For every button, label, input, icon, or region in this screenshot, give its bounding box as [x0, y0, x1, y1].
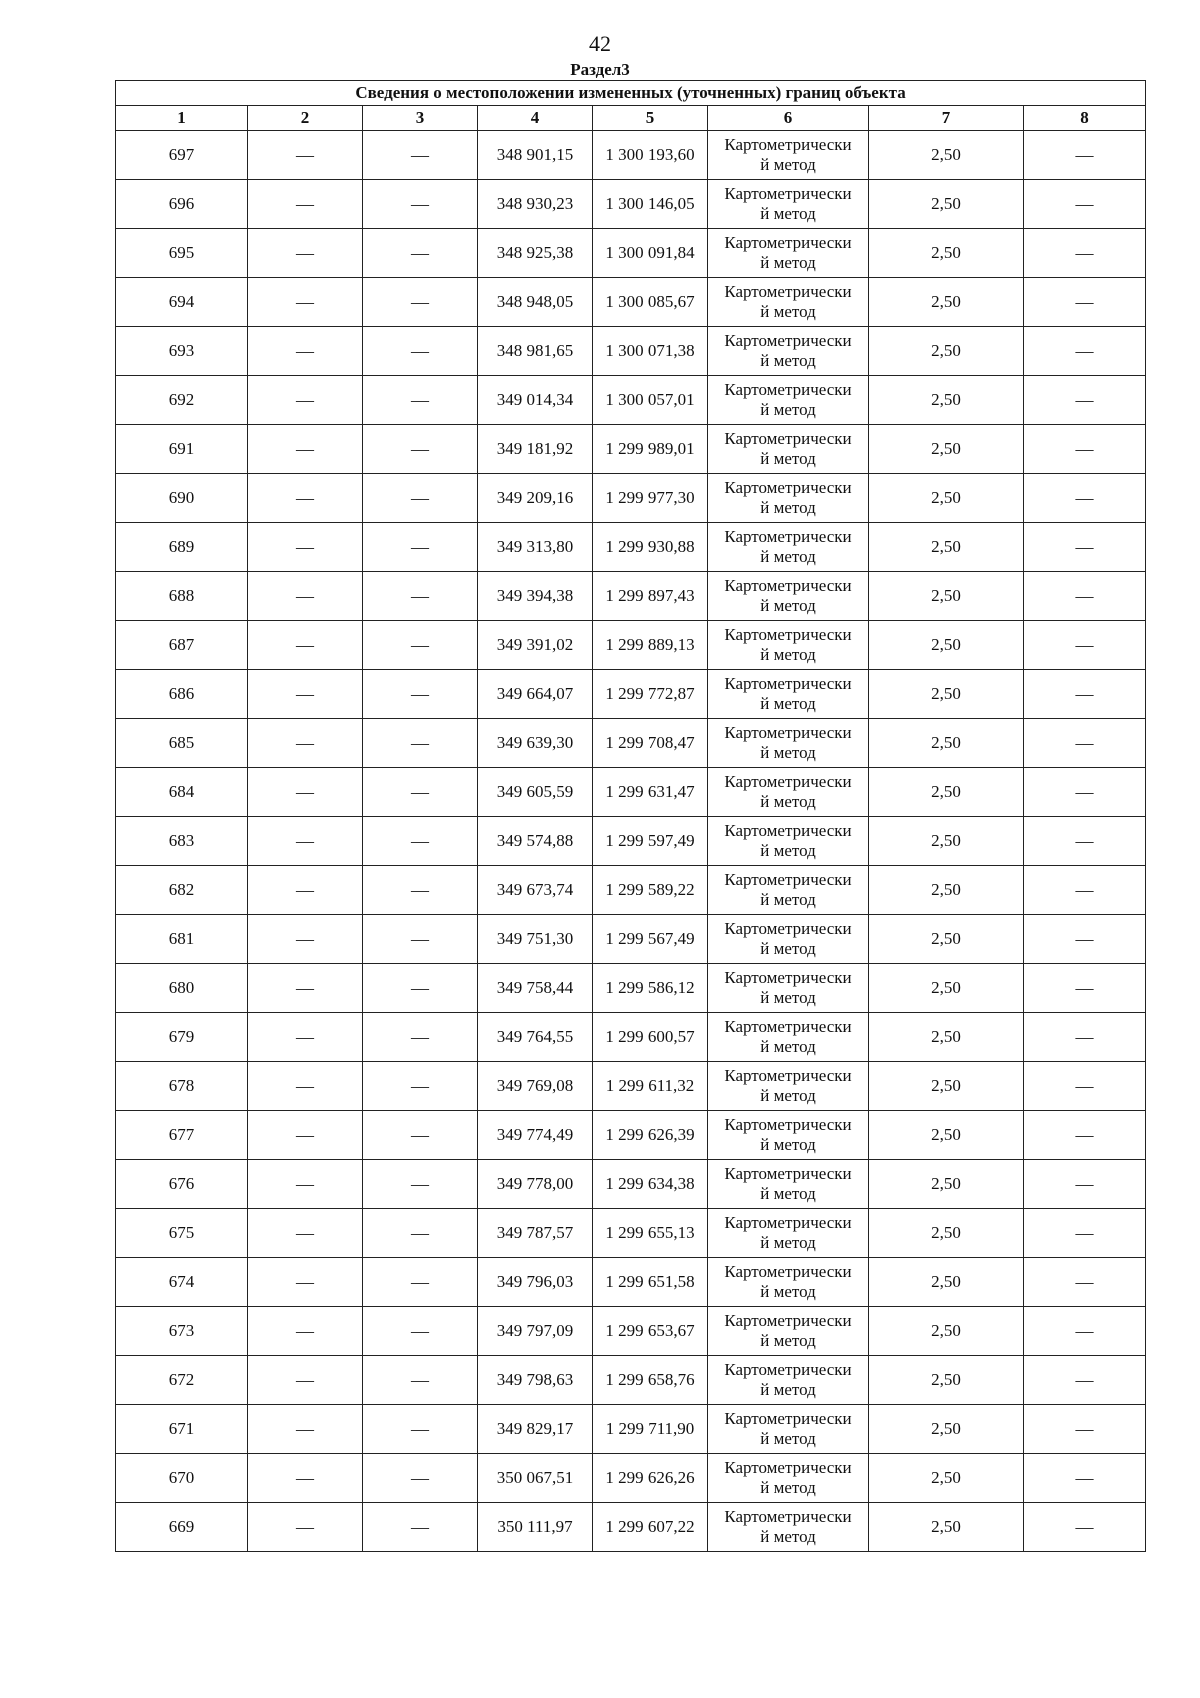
method-cell: Картометрически й метод: [708, 964, 869, 1013]
method-cell: Картометрически й метод: [708, 915, 869, 964]
method-cell: Картометрически й метод: [708, 229, 869, 278]
col3-cell: —: [363, 131, 478, 180]
point-number-cell: 683: [116, 817, 248, 866]
table-row: [116, 1307, 1146, 1356]
col3-cell: —: [363, 670, 478, 719]
col2-cell: —: [248, 1356, 363, 1405]
col3-cell: —: [363, 376, 478, 425]
table-row: [116, 1258, 1146, 1307]
method-cell: Картометрически й метод: [708, 1160, 869, 1209]
accuracy-cell: 2,50: [869, 180, 1024, 229]
col8-cell: —: [1024, 1307, 1146, 1356]
col2-cell: —: [248, 376, 363, 425]
y-coordinate-cell: 1 299 626,26: [593, 1454, 708, 1503]
col8-cell: —: [1024, 1503, 1146, 1552]
col3-cell: —: [363, 1356, 478, 1405]
column-header-7: 7: [869, 106, 1024, 131]
method-cell: Картометрически й метод: [708, 327, 869, 376]
accuracy-cell: 2,50: [869, 474, 1024, 523]
col8-cell: —: [1024, 523, 1146, 572]
x-coordinate-cell: 349 787,57: [478, 1209, 593, 1258]
col8-cell: —: [1024, 1454, 1146, 1503]
point-number-cell: 697: [116, 131, 248, 180]
method-cell: Картометрически й метод: [708, 572, 869, 621]
point-number-cell: 672: [116, 1356, 248, 1405]
col2-cell: —: [248, 1454, 363, 1503]
col3-cell: —: [363, 1209, 478, 1258]
accuracy-cell: 2,50: [869, 1111, 1024, 1160]
x-coordinate-cell: 349 391,02: [478, 621, 593, 670]
method-cell: Картометрически й метод: [708, 768, 869, 817]
page-number: 42: [589, 31, 611, 56]
point-number-cell: 695: [116, 229, 248, 278]
col2-cell: —: [248, 1160, 363, 1209]
col2-cell: —: [248, 327, 363, 376]
x-coordinate-cell: 350 111,97: [478, 1503, 593, 1552]
table-row: [116, 1111, 1146, 1160]
accuracy-cell: 2,50: [869, 1013, 1024, 1062]
col2-cell: —: [248, 719, 363, 768]
method-cell: Картометрически й метод: [708, 817, 869, 866]
col3-cell: —: [363, 915, 478, 964]
method-cell: Картометрически й метод: [708, 1356, 869, 1405]
table-row: [116, 621, 1146, 670]
col8-cell: —: [1024, 1062, 1146, 1111]
method-cell: Картометрически й метод: [708, 670, 869, 719]
col3-cell: —: [363, 719, 478, 768]
y-coordinate-cell: 1 299 600,57: [593, 1013, 708, 1062]
col8-cell: —: [1024, 964, 1146, 1013]
x-coordinate-cell: 348 981,65: [478, 327, 593, 376]
point-number-cell: 691: [116, 425, 248, 474]
accuracy-cell: 2,50: [869, 1307, 1024, 1356]
x-coordinate-cell: 349 394,38: [478, 572, 593, 621]
column-header-2: 2: [248, 106, 363, 131]
point-number-cell: 677: [116, 1111, 248, 1160]
accuracy-cell: 2,50: [869, 278, 1024, 327]
y-coordinate-cell: 1 300 057,01: [593, 376, 708, 425]
point-number-cell: 690: [116, 474, 248, 523]
x-coordinate-cell: 349 758,44: [478, 964, 593, 1013]
x-coordinate-cell: 349 181,92: [478, 425, 593, 474]
point-number-cell: 670: [116, 1454, 248, 1503]
table-row: [116, 278, 1146, 327]
y-coordinate-cell: 1 299 586,12: [593, 964, 708, 1013]
table-row: [116, 376, 1146, 425]
col8-cell: —: [1024, 719, 1146, 768]
table-row: [116, 1013, 1146, 1062]
accuracy-cell: 2,50: [869, 1356, 1024, 1405]
col8-cell: —: [1024, 768, 1146, 817]
col3-cell: —: [363, 229, 478, 278]
method-cell: Картометрически й метод: [708, 1013, 869, 1062]
x-coordinate-cell: 348 948,05: [478, 278, 593, 327]
accuracy-cell: 2,50: [869, 1258, 1024, 1307]
y-coordinate-cell: 1 299 708,47: [593, 719, 708, 768]
y-coordinate-cell: 1 299 597,49: [593, 817, 708, 866]
accuracy-cell: 2,50: [869, 768, 1024, 817]
point-number-cell: 681: [116, 915, 248, 964]
col2-cell: —: [248, 817, 363, 866]
method-cell: Картометрически й метод: [708, 1209, 869, 1258]
x-coordinate-cell: 349 778,00: [478, 1160, 593, 1209]
table-row: [116, 1062, 1146, 1111]
table-row: [116, 180, 1146, 229]
y-coordinate-cell: 1 299 897,43: [593, 572, 708, 621]
point-number-cell: 676: [116, 1160, 248, 1209]
column-header-5: 5: [593, 106, 708, 131]
accuracy-cell: 2,50: [869, 964, 1024, 1013]
accuracy-cell: 2,50: [869, 1160, 1024, 1209]
method-cell: Картометрически й метод: [708, 621, 869, 670]
col8-cell: —: [1024, 1160, 1146, 1209]
table-row: [116, 1405, 1146, 1454]
point-number-cell: 685: [116, 719, 248, 768]
point-number-cell: 696: [116, 180, 248, 229]
y-coordinate-cell: 1 300 193,60: [593, 131, 708, 180]
point-number-cell: 694: [116, 278, 248, 327]
col2-cell: —: [248, 768, 363, 817]
column-header-8: 8: [1024, 106, 1146, 131]
col8-cell: —: [1024, 131, 1146, 180]
col8-cell: —: [1024, 425, 1146, 474]
point-number-cell: 675: [116, 1209, 248, 1258]
col3-cell: —: [363, 1062, 478, 1111]
col8-cell: —: [1024, 1111, 1146, 1160]
point-number-cell: 673: [116, 1307, 248, 1356]
point-number-cell: 671: [116, 1405, 248, 1454]
table-row: [116, 670, 1146, 719]
col8-cell: —: [1024, 229, 1146, 278]
method-cell: Картометрически й метод: [708, 474, 869, 523]
table-row: [116, 1209, 1146, 1258]
col3-cell: —: [363, 425, 478, 474]
table-row: [116, 474, 1146, 523]
col3-cell: —: [363, 964, 478, 1013]
accuracy-cell: 2,50: [869, 670, 1024, 719]
col3-cell: —: [363, 1454, 478, 1503]
col2-cell: —: [248, 621, 363, 670]
col2-cell: —: [248, 866, 363, 915]
table-row: [116, 523, 1146, 572]
point-number-cell: 680: [116, 964, 248, 1013]
y-coordinate-cell: 1 299 989,01: [593, 425, 708, 474]
y-coordinate-cell: 1 300 091,84: [593, 229, 708, 278]
x-coordinate-cell: 349 764,55: [478, 1013, 593, 1062]
col8-cell: —: [1024, 621, 1146, 670]
point-number-cell: 678: [116, 1062, 248, 1111]
table-row: [116, 425, 1146, 474]
col3-cell: —: [363, 572, 478, 621]
col2-cell: —: [248, 1307, 363, 1356]
col8-cell: —: [1024, 670, 1146, 719]
col3-cell: —: [363, 180, 478, 229]
point-number-cell: 692: [116, 376, 248, 425]
y-coordinate-cell: 1 299 607,22: [593, 1503, 708, 1552]
col8-cell: —: [1024, 474, 1146, 523]
column-header-1: 1: [116, 106, 248, 131]
table-caption: Сведения о местоположении измененных (уточненных) границ объекта: [116, 81, 1146, 106]
accuracy-cell: 2,50: [869, 817, 1024, 866]
accuracy-cell: 2,50: [869, 327, 1024, 376]
col8-cell: —: [1024, 572, 1146, 621]
col2-cell: —: [248, 474, 363, 523]
col2-cell: —: [248, 1013, 363, 1062]
table-row: [116, 1356, 1146, 1405]
table-row: [116, 964, 1146, 1013]
col3-cell: —: [363, 327, 478, 376]
point-number-cell: 684: [116, 768, 248, 817]
table-row: [116, 866, 1146, 915]
section-title: Раздел3: [570, 60, 630, 79]
col2-cell: —: [248, 1503, 363, 1552]
col2-cell: —: [248, 1111, 363, 1160]
accuracy-cell: 2,50: [869, 572, 1024, 621]
col3-cell: —: [363, 866, 478, 915]
accuracy-cell: 2,50: [869, 1209, 1024, 1258]
table-row: [116, 1503, 1146, 1552]
accuracy-cell: 2,50: [869, 915, 1024, 964]
x-coordinate-cell: 349 751,30: [478, 915, 593, 964]
accuracy-cell: 2,50: [869, 719, 1024, 768]
table-row: [116, 719, 1146, 768]
col8-cell: —: [1024, 915, 1146, 964]
col3-cell: —: [363, 1307, 478, 1356]
accuracy-cell: 2,50: [869, 523, 1024, 572]
table-row: [116, 1454, 1146, 1503]
method-cell: Картометрически й метод: [708, 376, 869, 425]
col3-cell: —: [363, 474, 478, 523]
col2-cell: —: [248, 523, 363, 572]
col8-cell: —: [1024, 1013, 1146, 1062]
point-number-cell: 674: [116, 1258, 248, 1307]
col3-cell: —: [363, 621, 478, 670]
col3-cell: —: [363, 1013, 478, 1062]
point-number-cell: 688: [116, 572, 248, 621]
table-row: [116, 817, 1146, 866]
point-number-cell: 686: [116, 670, 248, 719]
col3-cell: —: [363, 1258, 478, 1307]
accuracy-cell: 2,50: [869, 229, 1024, 278]
col2-cell: —: [248, 964, 363, 1013]
col2-cell: —: [248, 1062, 363, 1111]
col3-cell: —: [363, 523, 478, 572]
point-number-cell: 693: [116, 327, 248, 376]
x-coordinate-cell: 349 605,59: [478, 768, 593, 817]
y-coordinate-cell: 1 299 655,13: [593, 1209, 708, 1258]
col8-cell: —: [1024, 1405, 1146, 1454]
x-coordinate-cell: 349 313,80: [478, 523, 593, 572]
x-coordinate-cell: 348 901,15: [478, 131, 593, 180]
table-row: [116, 572, 1146, 621]
y-coordinate-cell: 1 299 634,38: [593, 1160, 708, 1209]
accuracy-cell: 2,50: [869, 131, 1024, 180]
y-coordinate-cell: 1 300 071,38: [593, 327, 708, 376]
col2-cell: —: [248, 1258, 363, 1307]
col2-cell: —: [248, 572, 363, 621]
method-cell: Картометрически й метод: [708, 425, 869, 474]
y-coordinate-cell: 1 299 889,13: [593, 621, 708, 670]
y-coordinate-cell: 1 299 631,47: [593, 768, 708, 817]
method-cell: Картометрически й метод: [708, 180, 869, 229]
col2-cell: —: [248, 229, 363, 278]
y-coordinate-cell: 1 299 658,76: [593, 1356, 708, 1405]
point-number-cell: 682: [116, 866, 248, 915]
y-coordinate-cell: 1 299 977,30: [593, 474, 708, 523]
accuracy-cell: 2,50: [869, 376, 1024, 425]
x-coordinate-cell: 349 664,07: [478, 670, 593, 719]
accuracy-cell: 2,50: [869, 1405, 1024, 1454]
y-coordinate-cell: 1 300 146,05: [593, 180, 708, 229]
x-coordinate-cell: 349 639,30: [478, 719, 593, 768]
y-coordinate-cell: 1 299 626,39: [593, 1111, 708, 1160]
col3-cell: —: [363, 1111, 478, 1160]
point-number-cell: 689: [116, 523, 248, 572]
method-cell: Картометрически й метод: [708, 1503, 869, 1552]
col8-cell: —: [1024, 278, 1146, 327]
accuracy-cell: 2,50: [869, 621, 1024, 670]
table-row: [116, 131, 1146, 180]
accuracy-cell: 2,50: [869, 866, 1024, 915]
col2-cell: —: [248, 131, 363, 180]
point-number-cell: 687: [116, 621, 248, 670]
col3-cell: —: [363, 278, 478, 327]
col8-cell: —: [1024, 180, 1146, 229]
method-cell: Картометрически й метод: [708, 1062, 869, 1111]
table-row: [116, 915, 1146, 964]
x-coordinate-cell: 349 829,17: [478, 1405, 593, 1454]
col3-cell: —: [363, 1405, 478, 1454]
method-cell: Картометрически й метод: [708, 278, 869, 327]
y-coordinate-cell: 1 299 567,49: [593, 915, 708, 964]
method-cell: Картометрически й метод: [708, 1405, 869, 1454]
column-header-6: 6: [708, 106, 869, 131]
col8-cell: —: [1024, 866, 1146, 915]
y-coordinate-cell: 1 299 930,88: [593, 523, 708, 572]
col2-cell: —: [248, 425, 363, 474]
table-row: [116, 327, 1146, 376]
col2-cell: —: [248, 278, 363, 327]
x-coordinate-cell: 349 796,03: [478, 1258, 593, 1307]
col3-cell: —: [363, 768, 478, 817]
col8-cell: —: [1024, 1258, 1146, 1307]
method-cell: Картометрически й метод: [708, 1111, 869, 1160]
accuracy-cell: 2,50: [869, 425, 1024, 474]
y-coordinate-cell: 1 300 085,67: [593, 278, 708, 327]
x-coordinate-cell: 350 067,51: [478, 1454, 593, 1503]
table-row: [116, 768, 1146, 817]
table-row: [116, 1160, 1146, 1209]
accuracy-cell: 2,50: [869, 1454, 1024, 1503]
x-coordinate-cell: 348 930,23: [478, 180, 593, 229]
method-cell: Картометрически й метод: [708, 523, 869, 572]
y-coordinate-cell: 1 299 611,32: [593, 1062, 708, 1111]
x-coordinate-cell: 349 798,63: [478, 1356, 593, 1405]
boundary-coordinates-table: [115, 80, 1146, 1552]
y-coordinate-cell: 1 299 651,58: [593, 1258, 708, 1307]
col2-cell: —: [248, 915, 363, 964]
method-cell: Картометрически й метод: [708, 1454, 869, 1503]
y-coordinate-cell: 1 299 711,90: [593, 1405, 708, 1454]
col3-cell: —: [363, 1503, 478, 1552]
x-coordinate-cell: 349 014,34: [478, 376, 593, 425]
column-header-3: 3: [363, 106, 478, 131]
y-coordinate-cell: 1 299 772,87: [593, 670, 708, 719]
point-number-cell: 669: [116, 1503, 248, 1552]
x-coordinate-cell: 349 673,74: [478, 866, 593, 915]
x-coordinate-cell: 349 797,09: [478, 1307, 593, 1356]
method-cell: Картометрически й метод: [708, 866, 869, 915]
col2-cell: —: [248, 670, 363, 719]
point-number-cell: 679: [116, 1013, 248, 1062]
method-cell: Картометрически й метод: [708, 1307, 869, 1356]
x-coordinate-cell: 349 769,08: [478, 1062, 593, 1111]
col8-cell: —: [1024, 1209, 1146, 1258]
col3-cell: —: [363, 1160, 478, 1209]
col8-cell: —: [1024, 327, 1146, 376]
x-coordinate-cell: 349 574,88: [478, 817, 593, 866]
col2-cell: —: [248, 1405, 363, 1454]
table-row: [116, 229, 1146, 278]
y-coordinate-cell: 1 299 589,22: [593, 866, 708, 915]
col2-cell: —: [248, 180, 363, 229]
method-cell: Картометрически й метод: [708, 1258, 869, 1307]
col8-cell: —: [1024, 376, 1146, 425]
col2-cell: —: [248, 1209, 363, 1258]
accuracy-cell: 2,50: [869, 1503, 1024, 1552]
y-coordinate-cell: 1 299 653,67: [593, 1307, 708, 1356]
column-header-4: 4: [478, 106, 593, 131]
col8-cell: —: [1024, 1356, 1146, 1405]
x-coordinate-cell: 349 774,49: [478, 1111, 593, 1160]
x-coordinate-cell: 348 925,38: [478, 229, 593, 278]
method-cell: Картометрически й метод: [708, 719, 869, 768]
accuracy-cell: 2,50: [869, 1062, 1024, 1111]
col8-cell: —: [1024, 817, 1146, 866]
x-coordinate-cell: 349 209,16: [478, 474, 593, 523]
method-cell: Картометрически й метод: [708, 131, 869, 180]
col3-cell: —: [363, 817, 478, 866]
